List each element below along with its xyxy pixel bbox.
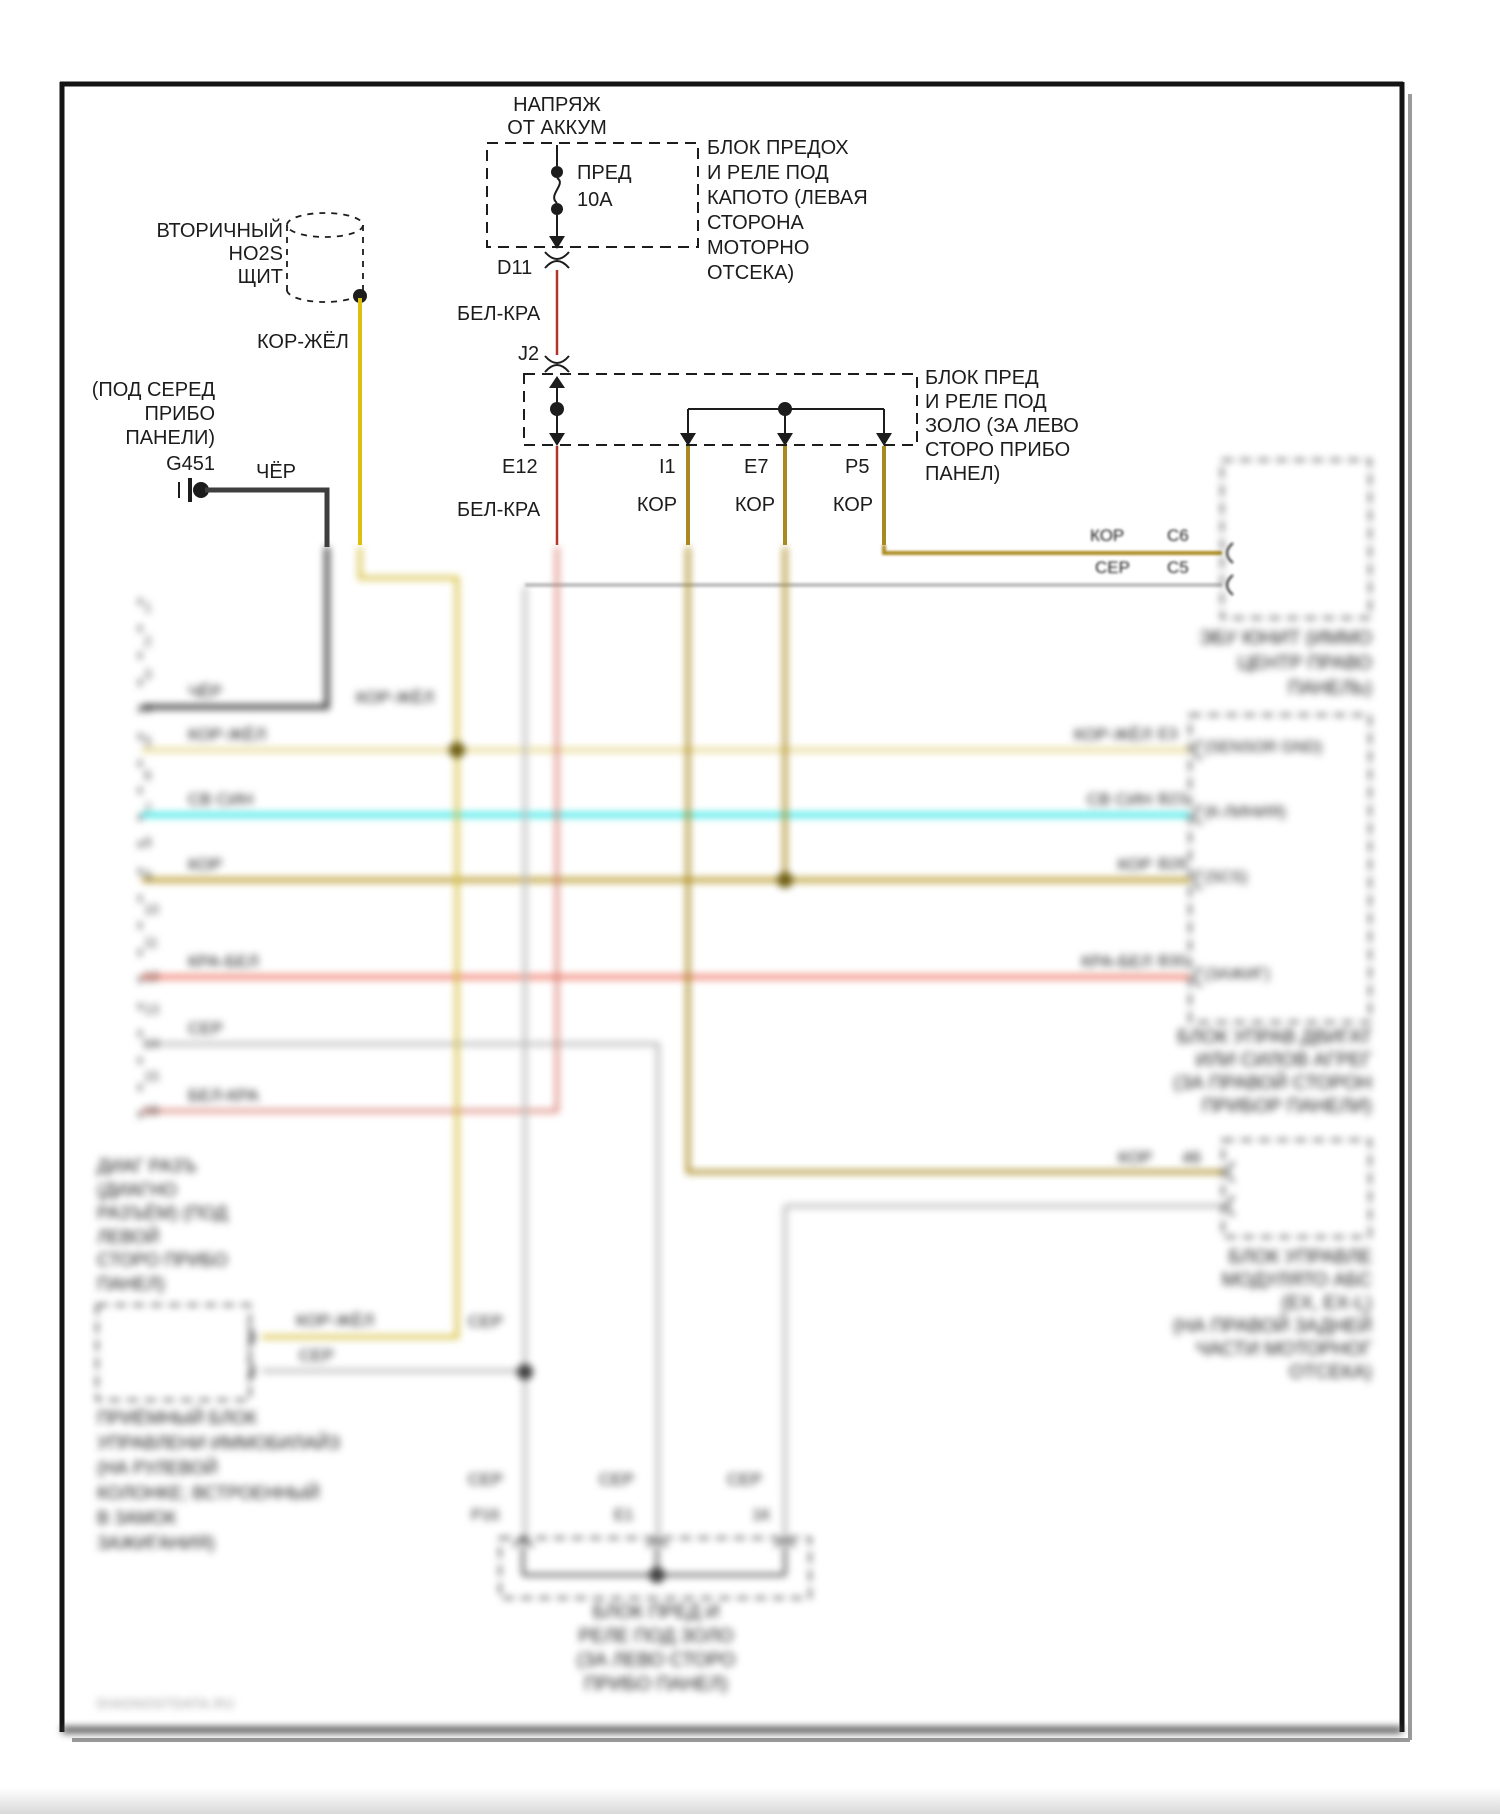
wire-bel-kra-row16 <box>142 547 557 1111</box>
abs-box-outline <box>1223 1140 1370 1237</box>
pin-e7-label: E7 <box>744 456 769 478</box>
ho2s-shield-icon <box>287 213 363 302</box>
dash-fusebox-caption-line-3: СТОРО ПРИБО <box>925 439 1071 461</box>
left-connector-numbers-line-8: 9 <box>144 868 152 883</box>
bottom-connector-pin1-icon <box>513 1541 533 1548</box>
wire-label-kor-zhel-mid: КОР-ЖЁЛ <box>356 688 435 707</box>
underhood-fusebox-caption-line-0: БЛОК ПРЕДОХ <box>707 137 849 159</box>
left-connector-numbers-line-9: 10 <box>144 901 160 917</box>
bottom-fusebox-caption <box>500 1601 812 1697</box>
bottom-ser1-label: СЕР <box>468 1470 503 1489</box>
bottom-ser3-label: СЕР <box>727 1470 762 1489</box>
row7-label: СВ СИН <box>188 790 254 809</box>
wire-label-kor-c6: КОР <box>1090 526 1125 545</box>
wire-label-bel-kra-lower: БЕЛ-КРА <box>457 499 541 521</box>
immobilizer-caption-line-0: ПРИЁМНЫЙ БЛОК <box>97 1408 257 1428</box>
dash-fusebox-outline <box>524 374 917 445</box>
wire-label-bel-kra-upper: БЕЛ-КРА <box>457 303 541 325</box>
wire-kor-to-c6 <box>884 545 1222 553</box>
bottom-pin3-label: 1К <box>752 1507 771 1524</box>
bottom-connector-pin3-icon <box>775 1541 795 1548</box>
connector-c6-pin-icon <box>1227 543 1233 563</box>
ho2s-caption-line-0: ВТОРИЧНЫЙ <box>156 220 283 242</box>
immobilizer-caption <box>97 1406 340 1556</box>
pin-46-label: 46 <box>1182 1148 1201 1167</box>
row12-label: КРА-БЕЛ <box>188 952 259 971</box>
pcm-caption-line-1: ИЛИ СИЛОВ АГРЕГ <box>1195 1050 1372 1071</box>
ho2s-wire-junction-dot <box>353 289 367 303</box>
row9-pin: В28 <box>1158 856 1187 873</box>
abs-caption-line-4: ЧАСТИ МОТОРНОГ <box>1195 1339 1372 1360</box>
bottom-ser2-label: СЕР <box>599 1470 634 1489</box>
pin-d11-label: D11 <box>497 257 533 279</box>
abs-caption-line-3: (НА ПРАВОЙ ЗАДНЕЙ <box>1172 1316 1372 1337</box>
pcm-caption <box>1173 1026 1372 1118</box>
wire-label-ser-c5: СЕР <box>1095 558 1130 577</box>
wire-label-kor-zhel-upper: КОР-ЖЁЛ <box>257 331 349 353</box>
underhood-fusebox-caption-line-1: И РЕЛЕ ПОД <box>707 162 829 184</box>
ground-g451-icon <box>179 478 209 502</box>
battery-voltage-label-line-1: ОТ АККУМ <box>507 117 607 139</box>
pin-j2-label: J2 <box>518 343 540 365</box>
pcm-pin-function-row7: (К-ЛИНИЯ) <box>1204 804 1286 821</box>
left-connector-numbers-line-1: 2 <box>144 633 152 649</box>
fuse-10a-symbol <box>549 145 565 249</box>
pcm-pin-row7-icon <box>1195 805 1201 825</box>
g451-location-caption <box>92 378 215 450</box>
bottom-fusebox-caption-line-1: РЕЛЕ ПОД ЗОЛО <box>578 1626 734 1647</box>
battery-voltage-label-line-0: НАПРЯЖ <box>513 94 601 116</box>
junction-dot-row5 <box>449 742 465 758</box>
dash-fusebox-caption-line-2: ЗОЛО (ЗА ЛЕВО <box>925 415 1079 437</box>
dlc-caption-line-5: ПАНЕЛ) <box>97 1273 165 1294</box>
ecu-unit-caption-line-1: ЦЕНТР ПРАВО <box>1237 653 1372 674</box>
abs-caption-line-2: (ЕХ, ЕХ-L) <box>1281 1293 1372 1314</box>
ho2s-caption <box>157 220 283 289</box>
left-connector-numbers-line-11: 12 <box>144 968 160 984</box>
underhood-fusebox-caption-line-3: СТОРОНА <box>707 212 804 234</box>
wire-label-kor-i1: КОР <box>636 494 678 516</box>
pcm-caption-line-3: ПРИБОР ПАНЕЛИ) <box>1201 1096 1372 1117</box>
immobilizer-caption-line-5: ЗАЖИГАНИЯ) <box>97 1533 215 1553</box>
junction-dot-ser <box>517 1364 533 1380</box>
abs-caption <box>1173 1246 1372 1384</box>
dash-fusebox-caption-line-0: БЛОК ПРЕД <box>925 367 1039 389</box>
wire-cher-sharp <box>205 490 327 547</box>
wire-cher-row4 <box>142 547 327 707</box>
immobilizer-caption-line-2: (НА РУЛЕВОЙ <box>97 1458 218 1478</box>
abs-caption-line-1: МОДУЛЯТО АБС <box>1221 1270 1372 1291</box>
left-connector-numbers-line-7: 8 <box>144 834 152 850</box>
pcm-pin-row9-icon <box>1195 870 1201 890</box>
pin-e12-label: E12 <box>502 456 538 478</box>
left-connector-numbers-line-10: 11 <box>144 935 159 950</box>
wire-label-cher: ЧЁР <box>256 461 297 483</box>
dash-fusebox-caption-line-1: И РЕЛЕ ПОД <box>925 391 1047 413</box>
left-connector-numbers-line-12: 13 <box>144 1002 160 1017</box>
pin-i1-label: I1 <box>659 456 676 478</box>
pin-c5-label: C5 <box>1167 558 1189 577</box>
pcm-pin-row5-icon <box>1195 740 1201 760</box>
g451-location-caption-line-2: ПАНЕЛИ) <box>125 427 215 449</box>
watermark: DIAGNOSTDATA.RU <box>97 1696 236 1711</box>
abs-pin-46-icon <box>1228 1162 1234 1182</box>
underhood-fusebox-outline <box>487 143 698 247</box>
wire-label-kor-e7: КОР <box>734 494 776 516</box>
wire-label-ser-mid: СЕР <box>468 1312 503 1331</box>
row9-label-right: КОР <box>1117 855 1152 874</box>
junction-dot-row9 <box>777 872 793 888</box>
bottom-pin2-label: Е1 <box>614 1507 634 1524</box>
dlc-caption-line-1: (ДИАГНО <box>97 1179 177 1200</box>
pcm-pin-function-row12: (ЗАЖИГ) <box>1204 966 1270 983</box>
connector-c5-pin-icon <box>1227 575 1233 595</box>
fuse-label-line-0: ПРЕД <box>577 162 632 184</box>
immobilizer-box-outline <box>97 1305 250 1400</box>
ecu-unit-caption-line-2: ПАНЕЛЬ) <box>1288 678 1372 699</box>
connector-d11-icon <box>545 252 569 268</box>
immobilizer-pin1-icon <box>248 1327 254 1347</box>
immobilizer-pin1-label: КОР-ЖЁЛ <box>296 1311 375 1330</box>
pcm-pin-row12-icon <box>1195 967 1201 987</box>
ecu-unit-box-outline <box>1222 460 1370 618</box>
row5-label-right: КОР-ЖЁЛ <box>1073 725 1152 744</box>
left-connector-numbers-line-14: 15 <box>144 1069 160 1084</box>
bottom-fusebox-caption-line-3: ПРИБО ПАНЕЛ) <box>584 1674 728 1695</box>
row16-label: БЕЛ-КРА <box>188 1086 259 1105</box>
dash-fusebox-internal-wiring <box>549 376 892 446</box>
left-connector-numbers-line-2: 3 <box>144 667 152 682</box>
row4-label: ЧЁР <box>188 682 223 701</box>
fuse-label <box>577 160 632 214</box>
abs-pin-ser-icon <box>1228 1196 1234 1216</box>
dash-fusebox-caption <box>925 366 1079 486</box>
left-connector-numbers-line-5: 6 <box>144 767 152 783</box>
immobilizer-caption-line-1: УПРАВЛЕНИ ИММОБИЛАЙЗ <box>97 1433 341 1453</box>
row7-label-right: СВ СИН <box>1086 790 1152 809</box>
pcm-pin-function-row9: (SCS) <box>1204 869 1248 886</box>
fuse-label-line-1: 10А <box>577 189 613 211</box>
row7-pin: В23 <box>1158 791 1187 808</box>
abs-caption-line-5: ОТСЕКА) <box>1289 1362 1372 1383</box>
ecu-unit-caption-line-0: ЭБУ ЮНИТ (ИММО <box>1199 628 1372 649</box>
immobilizer-pin2-label: СЕР <box>299 1346 334 1365</box>
left-connector-numbers-line-4: 5 <box>144 734 152 749</box>
wire-kor-zhel-to-immobilizer <box>262 547 457 1337</box>
row12-pin: В30 <box>1158 953 1187 970</box>
left-connector-numbers-line-6: 7 <box>144 801 152 816</box>
battery-voltage-label <box>468 94 646 140</box>
left-connector-numbers-line-13: 14 <box>144 1035 160 1051</box>
dlc-caption <box>97 1155 228 1296</box>
abs-caption-line-0: БЛОК УПРАВЛЕ <box>1228 1247 1372 1268</box>
row12-label-right: КРА-БЕЛ <box>1081 952 1152 971</box>
immobilizer-caption-line-4: В ЗАМОК <box>97 1508 177 1528</box>
dlc-caption-line-0: ДИАГ РАЗЪ <box>97 1156 197 1176</box>
page-bottom-gradient <box>0 1788 1500 1814</box>
bottom-connector-pin2-icon <box>647 1541 667 1548</box>
row5-pin: Е3 <box>1158 726 1178 743</box>
pcm-caption-line-0: БЛОК УПРАВ ДВИГАТ <box>1177 1027 1372 1048</box>
dlc-caption-line-4: СТОРО ПРИБО <box>97 1250 228 1270</box>
row5-label: КОР-ЖЁЛ <box>188 725 267 744</box>
ho2s-caption-line-1: HO2S <box>228 243 283 265</box>
underhood-fusebox-caption <box>707 136 868 286</box>
bottom-fusebox-outline <box>500 1538 810 1598</box>
dash-fusebox-caption-line-4: ПАНЕЛ) <box>925 463 1001 485</box>
underhood-fusebox-caption-line-2: КАПОТО (ЛЕВАЯ <box>707 187 868 209</box>
connector-j2-icon <box>545 356 569 372</box>
pin-p5-label: P5 <box>845 456 870 478</box>
pin-c6-label: C6 <box>1167 526 1189 545</box>
bottom-pin1-label: Р16 <box>471 1507 500 1524</box>
wire-label-kor-p5: КОР <box>832 494 874 516</box>
bottom-fusebox-caption-line-0: БЛОК ПРЕД И <box>592 1602 720 1623</box>
underhood-fusebox-caption-line-5: ОТСЕКА) <box>707 262 795 284</box>
ho2s-caption-line-2: ЩИТ <box>237 266 283 288</box>
dlc-caption-line-2: РАЗЪЁМ) (ПОД <box>97 1203 228 1223</box>
g451-location-caption-line-0: (ПОД СЕРЕД <box>91 379 215 401</box>
bottom-fusebox-caption-line-2: (ЗА ЛЕВО СТОРО <box>576 1650 736 1671</box>
wire-label-kor-46: КОР <box>1118 1148 1153 1167</box>
row14-label: СЕР <box>188 1019 223 1038</box>
row9-label: КОР <box>188 855 223 874</box>
pcm-caption-line-2: (ЗА ПРАВОЙ СТОРОН <box>1173 1073 1372 1094</box>
immobilizer-pin2-icon <box>248 1361 254 1381</box>
left-connector-numbers <box>144 591 159 1127</box>
underhood-fusebox-caption-line-4: МОТОРНО <box>707 237 810 259</box>
ground-g451-label: G451 <box>166 453 215 475</box>
ecu-unit-caption <box>1199 626 1372 701</box>
immobilizer-caption-line-3: КОЛОНКЕ; ВСТРОЕННЫЙ <box>97 1483 320 1503</box>
pcm-box-outline <box>1190 715 1370 1022</box>
wire-ser-row14 <box>142 1044 658 1547</box>
bottom-fusebox-internal-wiring <box>523 1547 785 1583</box>
dlc-caption-line-3: ЛЕВОЙ <box>97 1226 160 1247</box>
left-connector-numbers-line-0: 1 <box>144 600 152 615</box>
wire-kor-i1-to-abs <box>688 547 1223 1172</box>
left-connector-numbers-line-15: 16 <box>144 1102 160 1118</box>
left-connector-numbers-line-3: 4 <box>144 700 152 716</box>
g451-location-caption-line-1: ПРИБО <box>144 403 215 425</box>
pcm-pin-function-row5: (SENSOR GND) <box>1204 739 1323 756</box>
